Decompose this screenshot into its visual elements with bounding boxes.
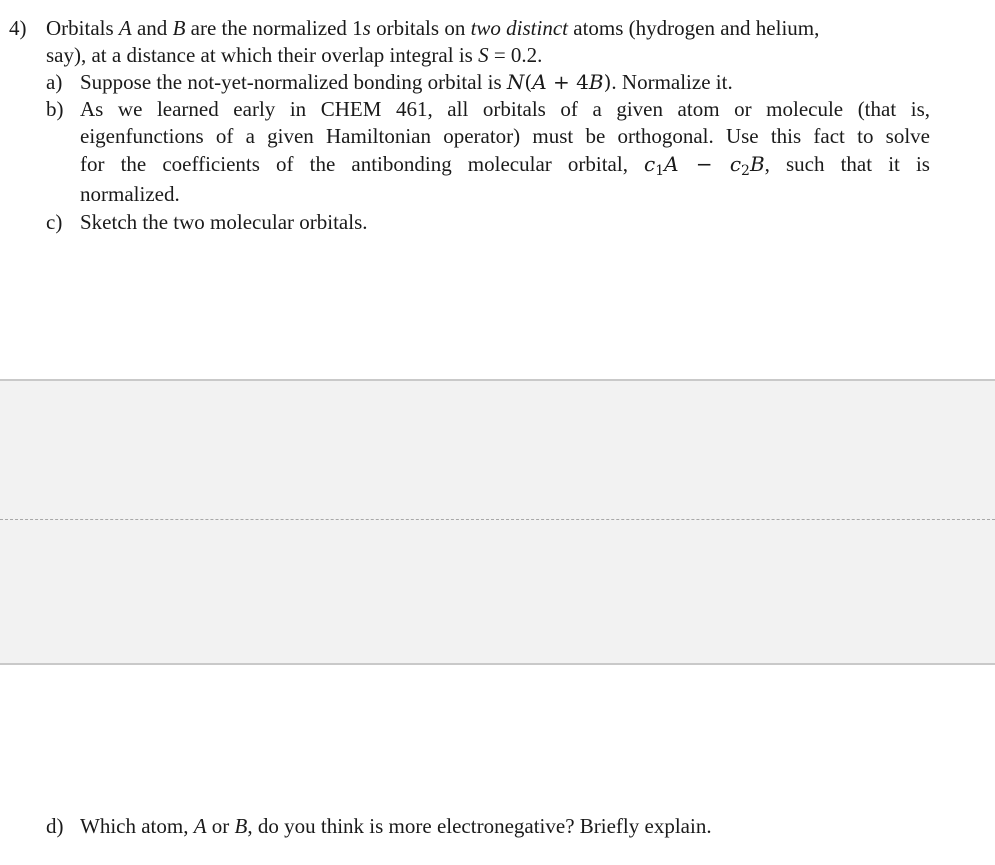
math-paren: ) [603, 70, 612, 94]
math-minus: − [678, 152, 730, 176]
part-b-line-1: As we learned early in CHEM 461, all orbitals of a given atom or molecule (that is, [80, 97, 930, 121]
math-B: B [172, 16, 186, 40]
text-run: orbitals on [370, 16, 471, 40]
text-run: are the normalized 1 [185, 16, 363, 40]
sketch-area[interactable] [0, 379, 995, 665]
text-run: or [206, 814, 235, 838]
text-run: . Normalize it. [611, 70, 733, 94]
math-A: A [118, 16, 132, 40]
emphasis-two-distinct: two distinct [470, 16, 569, 40]
part-b-label: b) [46, 97, 64, 121]
math-c: c [644, 152, 656, 176]
part-c-text: Sketch the two molecular orbitals. [80, 210, 368, 234]
question-text-line-2 [46, 41, 542, 69]
math-S: S [478, 43, 489, 67]
math-B: B [234, 814, 248, 838]
text-run: atoms (hydrogen and helium, [568, 16, 820, 40]
question-text-line-1 [46, 14, 819, 42]
part-b-line-2: eigenfunctions of a given Hamiltonian operator) must be orthogonal. Use this fact to solve [80, 124, 930, 148]
math-subscript-2: 2 [741, 163, 750, 179]
text-run: , such that it is [764, 152, 930, 176]
part-d-label: d) [46, 814, 64, 838]
dashed-divider [0, 519, 995, 520]
math-N: N [506, 70, 525, 94]
text-run: , do you think is more electronegative? Briefly explain. [247, 814, 712, 838]
part-a-label: a) [46, 70, 63, 94]
math-A: A [193, 814, 207, 838]
part-b-line-3 [80, 150, 930, 178]
math-bonding-orbital [507, 70, 611, 94]
part-c-label: c) [46, 210, 63, 234]
math-A: A [664, 152, 679, 176]
text-run: for the coefficients of the antibonding molecular orbital, [80, 152, 645, 176]
question-number: 4) [9, 16, 27, 40]
math-A: A [532, 70, 547, 94]
text-run: say), at a distance at which their overlap integral is [46, 43, 479, 67]
text-run: Which atom, [80, 814, 194, 838]
math-antibonding-orbital [644, 152, 765, 179]
text-run: Orbitals [46, 16, 119, 40]
math-s: s [362, 16, 371, 40]
text-run: Suppose the not-yet-normalized bonding orbital is [80, 70, 507, 94]
text-run: and [131, 16, 173, 40]
math-plus-4: + 4 [546, 70, 589, 94]
math-B: B [588, 70, 604, 94]
math-c: c [729, 152, 742, 176]
math-subscript-1: 1 [655, 163, 665, 179]
part-d-text [80, 812, 712, 840]
math-B: B [749, 152, 765, 176]
part-b-line-4: normalized. [80, 182, 180, 206]
part-a-text [80, 68, 733, 96]
text-run: = 0.2. [488, 43, 543, 67]
math-paren: ( [524, 70, 533, 94]
